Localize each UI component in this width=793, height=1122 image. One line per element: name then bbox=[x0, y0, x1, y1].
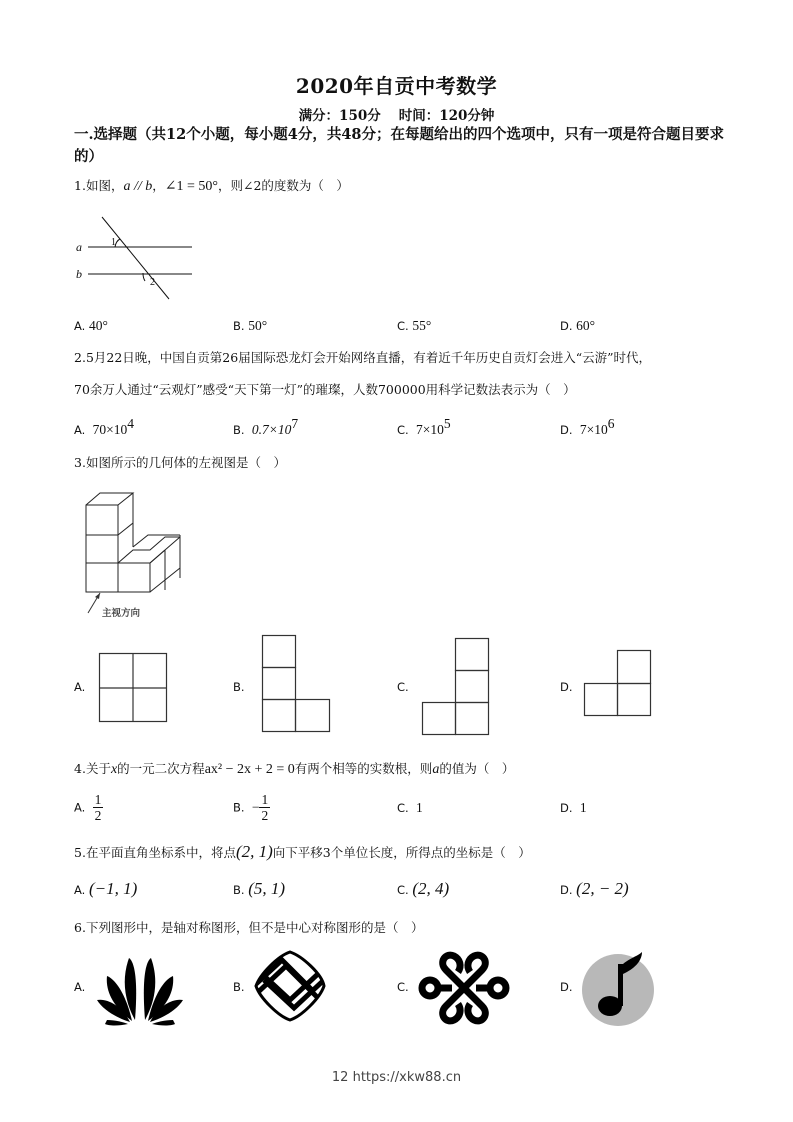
q5-option-a[interactable]: A. (−1, 1) bbox=[74, 879, 138, 898]
q1-text: ，则∠2的度数为（ ） bbox=[217, 178, 349, 193]
q6-option-d-label[interactable]: D. bbox=[560, 980, 573, 994]
q2-text: 5月22日晚，中国自贡第26届国际恐龙灯会开始网络直播，有着近千年历史自贡灯会进入“云游”时代， bbox=[85, 350, 651, 365]
svg-text:1: 1 bbox=[111, 237, 116, 248]
q4-option-a[interactable]: A. $\frac{1}{2}$ bbox=[74, 792, 102, 823]
q5-option-b[interactable]: B. (5, 1) bbox=[233, 879, 286, 898]
q5-math-point: (2, 1) bbox=[235, 842, 273, 861]
q3-option-c-label[interactable]: C. bbox=[397, 680, 409, 694]
q2-option-a[interactable]: A. $70\times 10^4$ bbox=[74, 416, 135, 437]
q3-text: 如图所示的几何体的左视图是（ ） bbox=[85, 455, 286, 470]
question-number: 6. bbox=[74, 920, 86, 935]
score-label: 满分：150分 bbox=[298, 108, 381, 124]
q1-math-angle: ∠1 = 50° bbox=[164, 179, 218, 194]
question-number: 5. bbox=[74, 845, 86, 860]
q3-option-d-shape[interactable] bbox=[584, 650, 656, 720]
q3-option-b-shape[interactable] bbox=[262, 635, 334, 735]
q3-option-a-label[interactable]: A. bbox=[74, 680, 86, 694]
q4-math-equation: ax² − 2x + 2 = 0 bbox=[204, 762, 295, 777]
parallel-lines-figure bbox=[74, 212, 204, 302]
svg-text:b: b bbox=[76, 267, 82, 281]
question-2-line-1 bbox=[74, 348, 651, 368]
music-note-logo-icon[interactable] bbox=[580, 950, 658, 1026]
huawei-logo-icon[interactable] bbox=[95, 952, 185, 1027]
q4-option-d[interactable]: D. 1 bbox=[560, 800, 587, 815]
q6-text: 下列图形中，是轴对称图形，但不是中心对称图形的是（ ） bbox=[85, 920, 424, 935]
svg-text:2: 2 bbox=[150, 277, 155, 288]
question-number: 2. bbox=[74, 350, 86, 365]
q3-option-d-label[interactable]: D. bbox=[560, 680, 573, 694]
q4-text: 关于 bbox=[85, 761, 111, 776]
q6-option-b-label[interactable]: B. bbox=[233, 980, 245, 994]
question-5 bbox=[74, 842, 531, 863]
q1-math-parallel: a // b bbox=[123, 179, 153, 194]
q4-math-x: x bbox=[110, 762, 118, 777]
question-number: 3. bbox=[74, 455, 86, 470]
q4-text: 有两个相等的实数根，则 bbox=[294, 761, 433, 776]
exam-meta bbox=[0, 104, 793, 124]
page-title: 2020年自贡中考数学 bbox=[295, 74, 498, 98]
question-2-line-2: 70余万人通过“云观灯”感受“天下第一灯”的璀璨，人数700000用科学记数法表示为（ ） bbox=[74, 382, 576, 397]
cube-stack-figure bbox=[80, 490, 190, 620]
q4-text: 的值为（ ） bbox=[439, 761, 515, 776]
time-label: 时间：120分钟 bbox=[398, 108, 495, 124]
q4-option-b[interactable]: B. − $\frac{1}{2}$ bbox=[233, 792, 269, 823]
svg-text:a: a bbox=[76, 240, 82, 254]
page-footer: 12 https://xkw88.cn bbox=[331, 1070, 462, 1085]
section-heading: 一.选择题（共12个小题，每小题4分，共48分；在每题给出的四个选项中，只有一项是符合题目要求的） bbox=[74, 126, 724, 165]
q2-option-b[interactable]: B. $0.7\times 10^7$ bbox=[233, 416, 299, 437]
q2-option-c[interactable]: C. $7\times 10^5$ bbox=[397, 416, 451, 437]
q5-text: 在平面直角坐标系中，将点 bbox=[85, 845, 236, 860]
question-4 bbox=[74, 759, 514, 780]
q1-option-b[interactable]: B. 50° bbox=[233, 318, 268, 333]
q2-option-d[interactable]: D. $7\times 10^6$ bbox=[560, 416, 615, 437]
q6-option-c-label[interactable]: C. bbox=[397, 980, 409, 994]
q1-option-a[interactable]: A. 40° bbox=[74, 318, 108, 333]
q1-option-c[interactable]: C. 55° bbox=[397, 318, 432, 333]
q6-option-a-label[interactable]: A. bbox=[74, 980, 86, 994]
view-direction-label: 主视方向 bbox=[102, 608, 141, 619]
q5-text: 向下平移3个单位长度，所得点的坐标是（ ） bbox=[272, 845, 531, 860]
q3-option-c-shape[interactable] bbox=[422, 638, 494, 738]
q4-math-a: a bbox=[432, 762, 440, 777]
q1-text: ， bbox=[152, 178, 165, 193]
question-number: 1. bbox=[74, 178, 86, 193]
china-mobile-logo-icon[interactable] bbox=[254, 950, 326, 1022]
question-6 bbox=[74, 918, 423, 938]
question-1 bbox=[74, 176, 349, 197]
q1-option-d[interactable]: D. 60° bbox=[560, 318, 596, 333]
q4-text: 的一元二次方程 bbox=[117, 761, 205, 776]
q5-option-c[interactable]: C. (2, 4) bbox=[397, 879, 450, 898]
q4-option-c[interactable]: C. 1 bbox=[397, 800, 423, 815]
q1-text: 如图， bbox=[85, 178, 124, 193]
question-3 bbox=[74, 453, 286, 473]
question-number: 4. bbox=[74, 761, 86, 776]
china-unicom-logo-icon[interactable] bbox=[416, 950, 512, 1026]
q3-option-a-shape[interactable] bbox=[99, 653, 169, 723]
q5-option-d[interactable]: D. (2, − 2) bbox=[560, 879, 629, 898]
q3-option-b-label[interactable]: B. bbox=[233, 680, 245, 694]
